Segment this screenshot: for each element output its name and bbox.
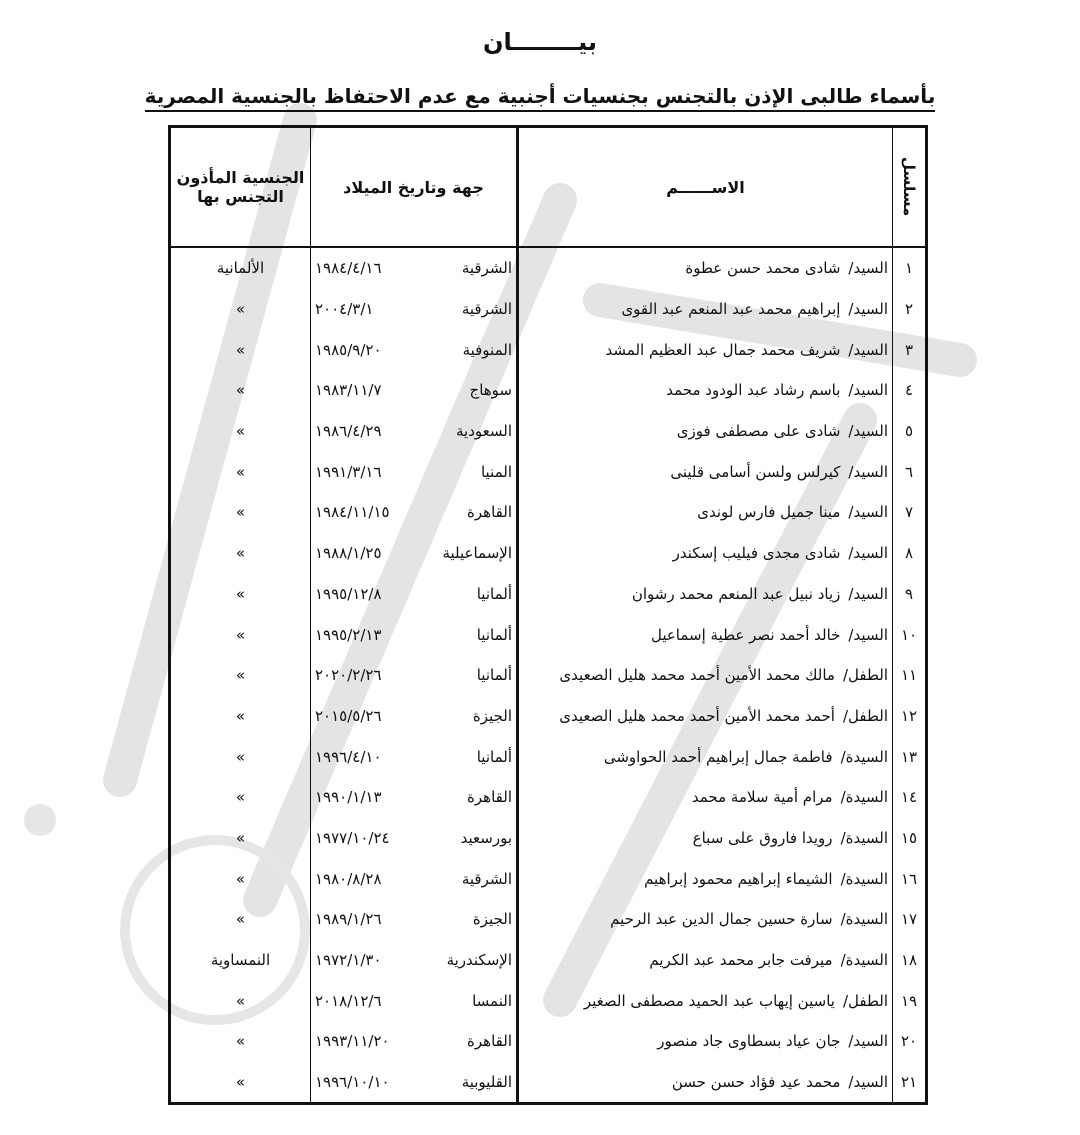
name-cell — [518, 777, 893, 818]
name-cell — [518, 696, 893, 737]
table-row — [170, 492, 927, 533]
birth-date: ١٩٨٦/٤/٢٩ — [315, 422, 382, 441]
place-date-cell — [311, 858, 518, 899]
serial-cell: ١٥ — [893, 818, 927, 859]
place-date-cell — [311, 899, 518, 940]
name-cell — [518, 411, 893, 452]
serial-cell: ٢٠ — [893, 1021, 927, 1062]
nationality-cell: » — [170, 858, 311, 899]
birth-date: ٢٠٢٠/٢/٢٦ — [315, 666, 382, 685]
honorific: السيد/ — [848, 1073, 888, 1092]
serial-cell: ٦ — [893, 451, 927, 492]
header-serial: مسلسل — [893, 127, 927, 248]
honorific: السيدة/ — [840, 869, 888, 888]
nationality-cell: » — [170, 818, 311, 859]
name-cell — [518, 574, 893, 615]
person-name: الشيماء إبراهيم محمود إبراهيم — [644, 869, 833, 888]
honorific: السيدة/ — [840, 910, 888, 929]
honorific: السيد/ — [848, 503, 888, 522]
place-date-cell — [311, 696, 518, 737]
table-row — [170, 289, 927, 330]
birth-date: ١٩٧٧/١٠/٢٤ — [315, 828, 390, 847]
name-cell — [518, 818, 893, 859]
honorific: السيد/ — [848, 625, 888, 644]
serial-cell: ١٢ — [893, 696, 927, 737]
birth-place: الشرقية — [461, 300, 512, 319]
document-subtitle — [0, 84, 1080, 108]
birth-date: ١٩٨٩/١/٢٦ — [315, 910, 382, 929]
serial-cell: ٤ — [893, 370, 927, 411]
person-name: جان عياد بسطاوى جاد منصور — [657, 1032, 841, 1051]
honorific: السيد/ — [848, 259, 888, 278]
table-row — [170, 940, 927, 981]
nationality-cell: » — [170, 614, 311, 655]
honorific: الطفل/ — [842, 991, 888, 1010]
name-cell — [518, 736, 893, 777]
name-cell — [518, 329, 893, 370]
name-cell — [518, 858, 893, 899]
person-name: محمد عيد فؤاد حسن حسن — [671, 1073, 841, 1092]
header-nationality: الجنسية المأذون التجنس بها — [170, 127, 311, 248]
honorific: السيد/ — [848, 1032, 888, 1051]
nationality-cell: » — [170, 777, 311, 818]
serial-cell: ٨ — [893, 533, 927, 574]
honorific: السيد/ — [848, 544, 888, 563]
person-name: باسم رشاد عبد الودود محمد — [666, 381, 841, 400]
honorific: السيد/ — [848, 300, 888, 319]
place-date-cell — [311, 818, 518, 859]
nationality-cell: » — [170, 329, 311, 370]
person-name: سارة حسين جمال الدين عبد الرحيم — [610, 910, 833, 929]
birth-date: ١٩٨٤/٤/١٦ — [315, 259, 382, 278]
birth-date: ١٩٩١/٣/١٦ — [315, 462, 382, 481]
birth-place: الإسكندرية — [446, 951, 512, 970]
table-header-row — [170, 127, 927, 248]
serial-cell: ١٤ — [893, 777, 927, 818]
birth-place: ألمانيا — [476, 666, 512, 685]
honorific: الطفل/ — [842, 666, 888, 685]
place-date-cell — [311, 655, 518, 696]
nationality-cell: » — [170, 533, 311, 574]
place-date-cell — [311, 533, 518, 574]
person-name: شادى محمد حسن عطوة — [685, 259, 841, 278]
birth-place: بورسعيد — [460, 828, 512, 847]
person-name: فاطمة جمال إبراهيم أحمد الحواوشى — [603, 747, 833, 766]
table-row — [170, 451, 927, 492]
name-cell — [518, 492, 893, 533]
table-row — [170, 696, 927, 737]
name-cell — [518, 1021, 893, 1062]
honorific: السيد/ — [848, 584, 888, 603]
person-name: خالد أحمد نصر عطية إسماعيل — [650, 625, 841, 644]
place-date-cell — [311, 1062, 518, 1104]
honorific: السيدة/ — [840, 747, 888, 766]
birth-place: المنيا — [480, 462, 512, 481]
serial-cell: ٢١ — [893, 1062, 927, 1104]
name-cell — [518, 940, 893, 981]
birth-date: ١٩٨٣/١١/٧ — [315, 381, 382, 400]
serial-cell: ٧ — [893, 492, 927, 533]
table-row — [170, 980, 927, 1021]
name-cell — [518, 655, 893, 696]
birth-date: ١٩٩٣/١١/٢٠ — [315, 1032, 390, 1051]
birth-date: ٢٠١٥/٥/٢٦ — [315, 706, 382, 725]
nationality-cell: » — [170, 899, 311, 940]
name-cell — [518, 533, 893, 574]
table-row — [170, 777, 927, 818]
birth-place: الجيزة — [472, 910, 512, 929]
table-row — [170, 329, 927, 370]
place-date-cell — [311, 411, 518, 452]
table-row — [170, 899, 927, 940]
honorific: السيد/ — [848, 462, 888, 481]
honorific: السيد/ — [848, 340, 888, 359]
place-date-cell — [311, 940, 518, 981]
name-cell — [518, 899, 893, 940]
person-name: كيرلس ولسن أسامى قلينى — [670, 462, 841, 481]
person-name: مالك محمد الأمين أحمد محمد هليل الصعيدى — [559, 666, 835, 685]
serial-cell: ١٨ — [893, 940, 927, 981]
birth-place: القاهرة — [467, 788, 512, 807]
nationality-cell: » — [170, 411, 311, 452]
applicants-table — [168, 125, 928, 1105]
serial-cell: ١ — [893, 247, 927, 289]
nationality-cell: » — [170, 370, 311, 411]
nationality-cell: » — [170, 655, 311, 696]
birth-date: ١٩٩٦/١٠/١٠ — [315, 1073, 390, 1092]
place-date-cell — [311, 370, 518, 411]
table-row — [170, 858, 927, 899]
place-date-cell — [311, 1021, 518, 1062]
birth-date: ١٩٨٤/١١/١٥ — [315, 503, 390, 522]
birth-place: الإسماعيلية — [442, 544, 512, 563]
honorific: السيدة/ — [840, 828, 888, 847]
birth-date: ١٩٨٨/١/٢٥ — [315, 544, 382, 563]
person-name: إبراهيم محمد عبد المنعم عبد القوى — [621, 300, 841, 319]
serial-cell: ١٠ — [893, 614, 927, 655]
name-cell — [518, 247, 893, 289]
person-name: شادى مجدى فيليب إسكندر — [672, 544, 841, 563]
table-row — [170, 533, 927, 574]
serial-cell: ١٧ — [893, 899, 927, 940]
document-title: بيــــــــان — [483, 28, 597, 56]
birth-date: ١٩٧٢/١/٣٠ — [315, 951, 382, 970]
place-date-cell — [311, 492, 518, 533]
place-date-cell — [311, 247, 518, 289]
serial-cell: ٥ — [893, 411, 927, 452]
name-cell — [518, 370, 893, 411]
birth-place: المنوفية — [462, 340, 512, 359]
birth-date: ١٩٩٥/٢/١٣ — [315, 625, 382, 644]
birth-date: ١٩٩٠/١/١٣ — [315, 788, 382, 807]
honorific: السيدة/ — [840, 788, 888, 807]
table-row — [170, 736, 927, 777]
table-row — [170, 574, 927, 615]
honorific: السيدة/ — [840, 951, 888, 970]
serial-cell: ١١ — [893, 655, 927, 696]
header-place-date: جهة وتاريخ الميلاد — [311, 127, 518, 248]
name-cell — [518, 451, 893, 492]
table-row — [170, 1062, 927, 1104]
birth-place: القاهرة — [467, 1032, 512, 1051]
name-cell — [518, 289, 893, 330]
birth-place: الجيزة — [472, 706, 512, 725]
name-cell — [518, 1062, 893, 1104]
place-date-cell — [311, 736, 518, 777]
person-name: شريف محمد جمال عبد العظيم المشد — [605, 340, 841, 359]
nationality-cell: » — [170, 574, 311, 615]
table-row — [170, 818, 927, 859]
person-name: زياد نبيل عبد المنعم محمد رشوان — [631, 584, 841, 603]
serial-cell: ٣ — [893, 329, 927, 370]
nationality-cell: » — [170, 492, 311, 533]
birth-place: سوهاج — [469, 381, 512, 400]
honorific: السيد/ — [848, 422, 888, 441]
place-date-cell — [311, 451, 518, 492]
birth-date: ٢٠٠٤/٣/١ — [315, 300, 374, 319]
person-name: ياسين إيهاب عبد الحميد مصطفى الصغير — [583, 991, 835, 1010]
birth-place: ألمانيا — [476, 625, 512, 644]
birth-place: القاهرة — [467, 503, 512, 522]
serial-cell: ٩ — [893, 574, 927, 615]
birth-date: ١٩٩٥/١٢/٨ — [315, 584, 382, 603]
birth-place: القليوبية — [461, 1073, 512, 1092]
table-row — [170, 614, 927, 655]
table-row — [170, 247, 927, 289]
table-row — [170, 411, 927, 452]
birth-place: ألمانيا — [476, 584, 512, 603]
place-date-cell — [311, 329, 518, 370]
nationality-cell: » — [170, 736, 311, 777]
place-date-cell — [311, 574, 518, 615]
nationality-cell: » — [170, 289, 311, 330]
birth-place: الشرقية — [461, 259, 512, 278]
birth-date: ١٩٨٠/٨/٢٨ — [315, 869, 382, 888]
serial-cell: ١٦ — [893, 858, 927, 899]
birth-place: الشرقية — [461, 869, 512, 888]
nationality-cell: » — [170, 980, 311, 1021]
header-name: الاســــــم — [518, 127, 893, 248]
place-date-cell — [311, 980, 518, 1021]
name-cell — [518, 980, 893, 1021]
serial-cell: ١٣ — [893, 736, 927, 777]
person-name: مرام أمية سلامة محمد — [691, 788, 833, 807]
birth-place: النمسا — [472, 991, 512, 1010]
place-date-cell — [311, 777, 518, 818]
place-date-cell — [311, 289, 518, 330]
nationality-cell: » — [170, 696, 311, 737]
person-name: ميرفت جابر محمد عبد الكريم — [649, 951, 833, 970]
place-date-cell — [311, 614, 518, 655]
nationality-cell: » — [170, 451, 311, 492]
subtitle-text: بأسماء طالبى الإذن بالتجنس بجنسيات أجنبية مع عدم الاحتفاظ بالجنسية المصرية — [145, 84, 936, 112]
nationality-cell: الألمانية — [170, 247, 311, 289]
table-row — [170, 655, 927, 696]
birth-date: ٢٠١٨/١٢/٦ — [315, 991, 382, 1010]
birth-place: ألمانيا — [476, 747, 512, 766]
person-name: أحمد محمد الأمين أحمد محمد هليل الصعيدى — [559, 706, 835, 725]
table-row — [170, 1021, 927, 1062]
nationality-cell: النمساوية — [170, 940, 311, 981]
person-name: شادى على مصطفى فوزى — [676, 422, 841, 441]
person-name: مينا جميل فارس لوندى — [697, 503, 841, 522]
nationality-cell: » — [170, 1021, 311, 1062]
person-name: رويدا فاروق على سباع — [692, 828, 833, 847]
birth-place: السعودية — [455, 422, 512, 441]
birth-date: ١٩٩٦/٤/١٠ — [315, 747, 382, 766]
nationality-cell: » — [170, 1062, 311, 1104]
honorific: السيد/ — [848, 381, 888, 400]
serial-cell: ٢ — [893, 289, 927, 330]
serial-cell: ١٩ — [893, 980, 927, 1021]
table-row — [170, 370, 927, 411]
honorific: الطفل/ — [842, 706, 888, 725]
birth-date: ١٩٨٥/٩/٢٠ — [315, 340, 382, 359]
name-cell — [518, 614, 893, 655]
